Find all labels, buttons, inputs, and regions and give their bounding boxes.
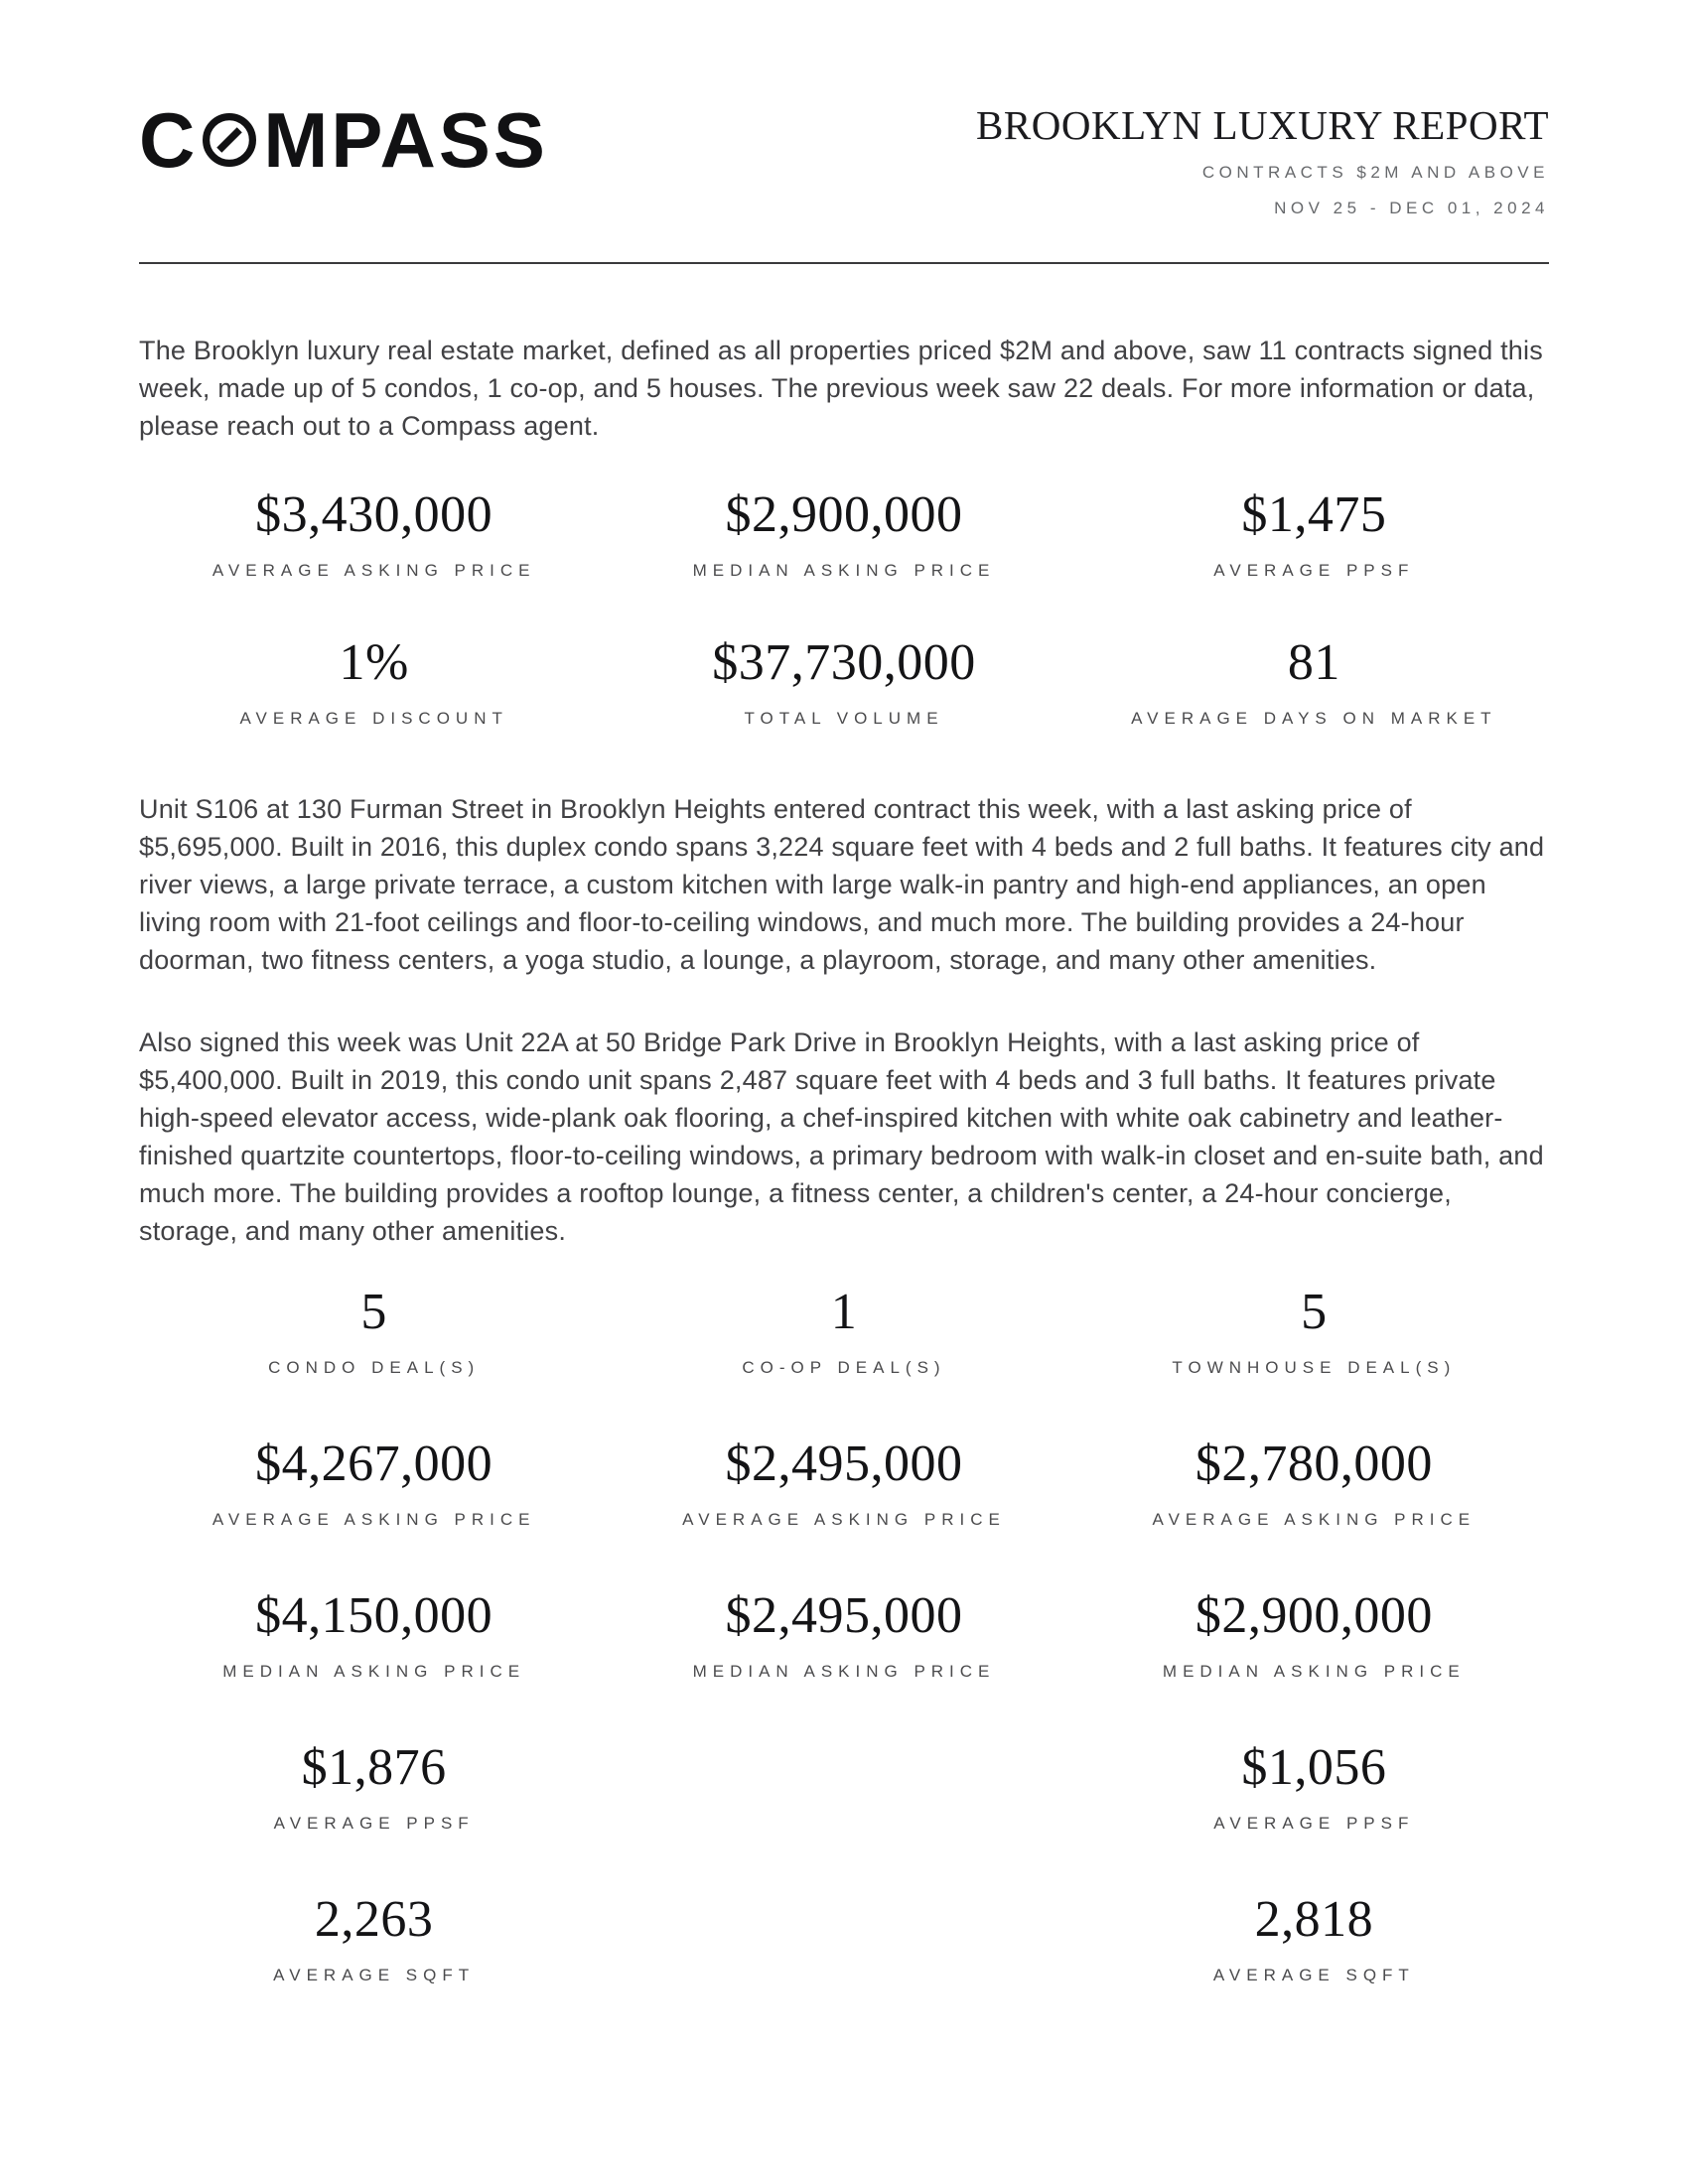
stat-median-asking-price	[609, 484, 1078, 581]
report-title: BROOKLYN LUXURY REPORT	[976, 102, 1549, 148]
stat-townhouse-average-sqft	[1079, 1889, 1549, 1985]
property-paragraph-1: Unit S106 at 130 Furman Street in Brooklyn Heights entered contract this week, with a last asking price of $5,695,000. Built in 2016, this duplex condo spans 3,224 square feet with 4 beds and 2 full baths. It features city and river views, a large private terrace, a custom kitchen with large walk-in pantry and high-end appliances, an open living room with 21-foot ceilings and floor-to-ceiling windows, and much more. The building provides a 24-hour doorman, two fitness centers, a yoga studio, a lounge, a playroom, storage, and many other amenities.	[139, 794, 1545, 976]
stat-label: MEDIAN ASKING PRICE	[1162, 1662, 1466, 1682]
stat-label: MEDIAN ASKING PRICE	[222, 1662, 526, 1682]
stat-value: $2,900,000	[725, 486, 963, 544]
logo-text-left: C	[139, 96, 199, 184]
compass-needle-o-icon	[200, 110, 259, 170]
breakdown-stats-grid	[139, 1282, 1549, 1985]
stat-value: $1,876	[301, 1739, 447, 1797]
report-subtitle: CONTRACTS $2M AND ABOVE	[1201, 163, 1549, 183]
logo-text-right: MPASS	[263, 96, 548, 184]
stat-townhouse-deals	[1079, 1282, 1549, 1378]
stat-label: AVERAGE PPSF	[1213, 561, 1415, 581]
stat-townhouse-median-asking-price	[1079, 1585, 1549, 1682]
stat-value: $4,150,000	[255, 1587, 493, 1645]
stat-coop-deals	[609, 1282, 1078, 1378]
stat-value: $2,495,000	[725, 1587, 963, 1645]
header-divider	[139, 262, 1549, 264]
stat-value: 5	[360, 1284, 387, 1341]
stat-coop-average-asking-price	[609, 1433, 1078, 1530]
stat-label: AVERAGE DISCOUNT	[239, 709, 508, 729]
stat-value: $2,900,000	[1195, 1587, 1433, 1645]
stat-label: MEDIAN ASKING PRICE	[692, 1662, 996, 1682]
stat-label: CO-OP DEAL(S)	[742, 1358, 946, 1378]
stat-value: $2,780,000	[1195, 1435, 1433, 1493]
stat-label: AVERAGE ASKING PRICE	[1152, 1510, 1477, 1530]
stat-label: AVERAGE ASKING PRICE	[211, 561, 536, 581]
stat-condo-average-ppsf	[139, 1737, 609, 1834]
stat-label: AVERAGE PPSF	[273, 1814, 475, 1834]
report-header	[139, 96, 1549, 218]
report-date-range: NOV 25 - DEC 01, 2024	[1274, 199, 1549, 218]
stat-label: AVERAGE ASKING PRICE	[682, 1510, 1006, 1530]
stat-label: MEDIAN ASKING PRICE	[692, 561, 996, 581]
stat-condo-deals	[139, 1282, 609, 1378]
stat-value: $2,495,000	[725, 1435, 963, 1493]
stat-label: TOTAL VOLUME	[744, 709, 944, 729]
stat-total-volume	[609, 632, 1078, 729]
stat-value: 1%	[339, 634, 409, 692]
stat-value: $1,056	[1241, 1739, 1387, 1797]
report-title-block	[976, 99, 1549, 216]
intro-paragraph: The Brooklyn luxury real estate market, defined as all properties priced $2M and above, saw 11 contracts signed this week, made up of 5 condos, 1 co-op, and 5 houses. The previous week saw 22 deals. For more information or data, please reach out to a Compass agent.	[139, 336, 1543, 442]
stat-value: 2,818	[1254, 1891, 1374, 1949]
stat-label: TOWNHOUSE DEAL(S)	[1172, 1358, 1457, 1378]
stat-value: $37,730,000	[712, 634, 976, 692]
stat-average-asking-price	[139, 484, 609, 581]
stat-townhouse-average-ppsf	[1079, 1737, 1549, 1834]
stat-label: AVERAGE PPSF	[1213, 1814, 1415, 1834]
stat-label: AVERAGE SQFT	[273, 1966, 476, 1985]
stat-label: AVERAGE DAYS ON MARKET	[1131, 709, 1497, 729]
stat-condo-average-asking-price	[139, 1433, 609, 1530]
stat-value: $4,267,000	[255, 1435, 493, 1493]
stat-value: $1,475	[1241, 486, 1387, 544]
stat-value: 2,263	[314, 1891, 434, 1949]
summary-stats-grid	[139, 484, 1549, 729]
stat-coop-average-ppsf-empty	[609, 1737, 1078, 1834]
stat-label: AVERAGE SQFT	[1212, 1966, 1415, 1985]
stat-townhouse-average-asking-price	[1079, 1433, 1549, 1530]
stat-value: 81	[1287, 634, 1340, 692]
stat-average-ppsf	[1079, 484, 1549, 581]
stat-coop-median-asking-price	[609, 1585, 1078, 1682]
stat-value: 5	[1301, 1284, 1328, 1341]
stat-label: AVERAGE ASKING PRICE	[211, 1510, 536, 1530]
property-paragraph-2: Also signed this week was Unit 22A at 50 Bridge Park Drive in Brooklyn Heights, with a last asking price of $5,400,000. Built in 2019, this condo unit spans 2,487 square feet with 4 beds and 3 full baths. It features private high-speed elevator access, wide-plank oak flooring, a chef-inspired kitchen with white oak cabinetry and leather-finished quartzite countertops, floor-to-ceiling windows, a primary bedroom with walk-in closet and en-suite bath, and much more. The building provides a rooftop lounge, a fitness center, a children's center, a 24-hour concierge, storage, and many other amenities.	[139, 1027, 1544, 1247]
stat-condo-median-asking-price	[139, 1585, 609, 1682]
stat-value: $3,430,000	[255, 486, 493, 544]
stat-average-discount	[139, 632, 609, 729]
stat-coop-average-sqft-empty	[609, 1889, 1078, 1985]
stat-value: 1	[830, 1284, 858, 1341]
compass-logo	[139, 96, 548, 184]
stat-condo-average-sqft	[139, 1889, 609, 1985]
stat-average-days-on-market	[1079, 632, 1549, 729]
stat-label: CONDO DEAL(S)	[268, 1358, 481, 1378]
